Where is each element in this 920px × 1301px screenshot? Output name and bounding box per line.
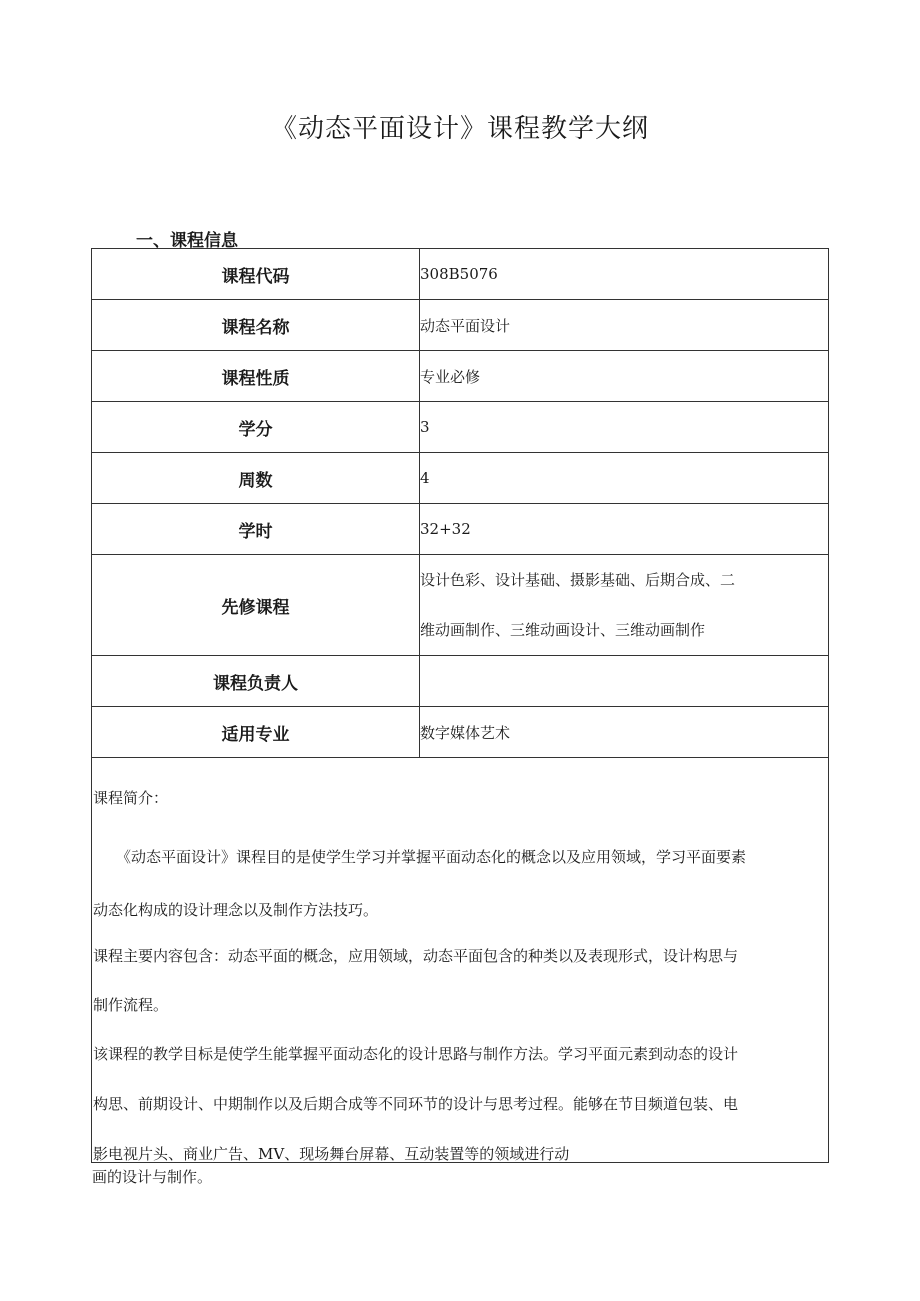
hours-value: 32+32 [420, 504, 829, 555]
course-code-value: 308B5076 [420, 249, 829, 300]
prerequisites-line-1: 设计色彩、设计基础、摄影基础、后期合成、二 [420, 571, 736, 589]
applicable-major-label: 适用专业 [92, 707, 420, 758]
table-row [92, 402, 829, 453]
description-line: 影电视片头、商业广告、MV、现场舞台屏幕、互动装置等的领域进行动 [93, 1145, 570, 1163]
course-code-label: 课程代码 [92, 249, 420, 300]
table-row [92, 656, 829, 707]
prerequisites-value [420, 555, 829, 656]
table-row [92, 504, 829, 555]
section-heading: 一、课程信息 [136, 231, 238, 251]
credits-value: 3 [420, 402, 829, 453]
course-lead-value [420, 656, 829, 707]
description-line: 制作流程。 [93, 996, 169, 1014]
hours-label: 学时 [92, 504, 420, 555]
document-title: 《动态平面设计》课程教学大纲 [270, 114, 649, 144]
table-row [92, 555, 829, 656]
weeks-label: 周数 [92, 453, 420, 504]
description-line: 构思、前期设计、中期制作以及后期合成等不同环节的设计与思考过程。能够在节目频道包装、电 [93, 1095, 739, 1113]
description-tail: 画的设计与制作。 [92, 1168, 213, 1186]
course-info-table [91, 248, 829, 1163]
weeks-value: 4 [420, 453, 829, 504]
table-row [92, 351, 829, 402]
credits-label: 学分 [92, 402, 420, 453]
course-type-value: 专业必修 [420, 351, 829, 402]
applicable-major-value: 数字媒体艺术 [420, 707, 829, 758]
course-lead-label: 课程负责人 [92, 656, 420, 707]
table-row [92, 249, 829, 300]
course-name-label: 课程名称 [92, 300, 420, 351]
description-line: 该课程的教学目标是使学生能掌握平面动态化的设计思路与制作方法。学习平面元素到动态的设计 [93, 1045, 739, 1063]
table-row [92, 300, 829, 351]
course-description-cell [92, 758, 829, 1163]
description-row [92, 758, 829, 1163]
prerequisites-label: 先修课程 [92, 555, 420, 656]
course-type-label: 课程性质 [92, 351, 420, 402]
course-name-value: 动态平面设计 [420, 300, 829, 351]
table-row [92, 453, 829, 504]
description-line: 《动态平面设计》课程目的是使学生学习并掌握平面动态化的概念以及应用领域，学习平面要素 [116, 848, 747, 866]
description-heading: 课程简介： [93, 789, 169, 807]
prerequisites-line-2: 维动画制作、三维动画设计、三维动画制作 [420, 621, 706, 639]
description-line: 动态化构成的设计理念以及制作方法技巧。 [93, 901, 379, 919]
table-row [92, 707, 829, 758]
description-line: 课程主要内容包含：动态平面的概念，应用领域，动态平面包含的种类以及表现形式，设计构思与 [93, 947, 739, 965]
